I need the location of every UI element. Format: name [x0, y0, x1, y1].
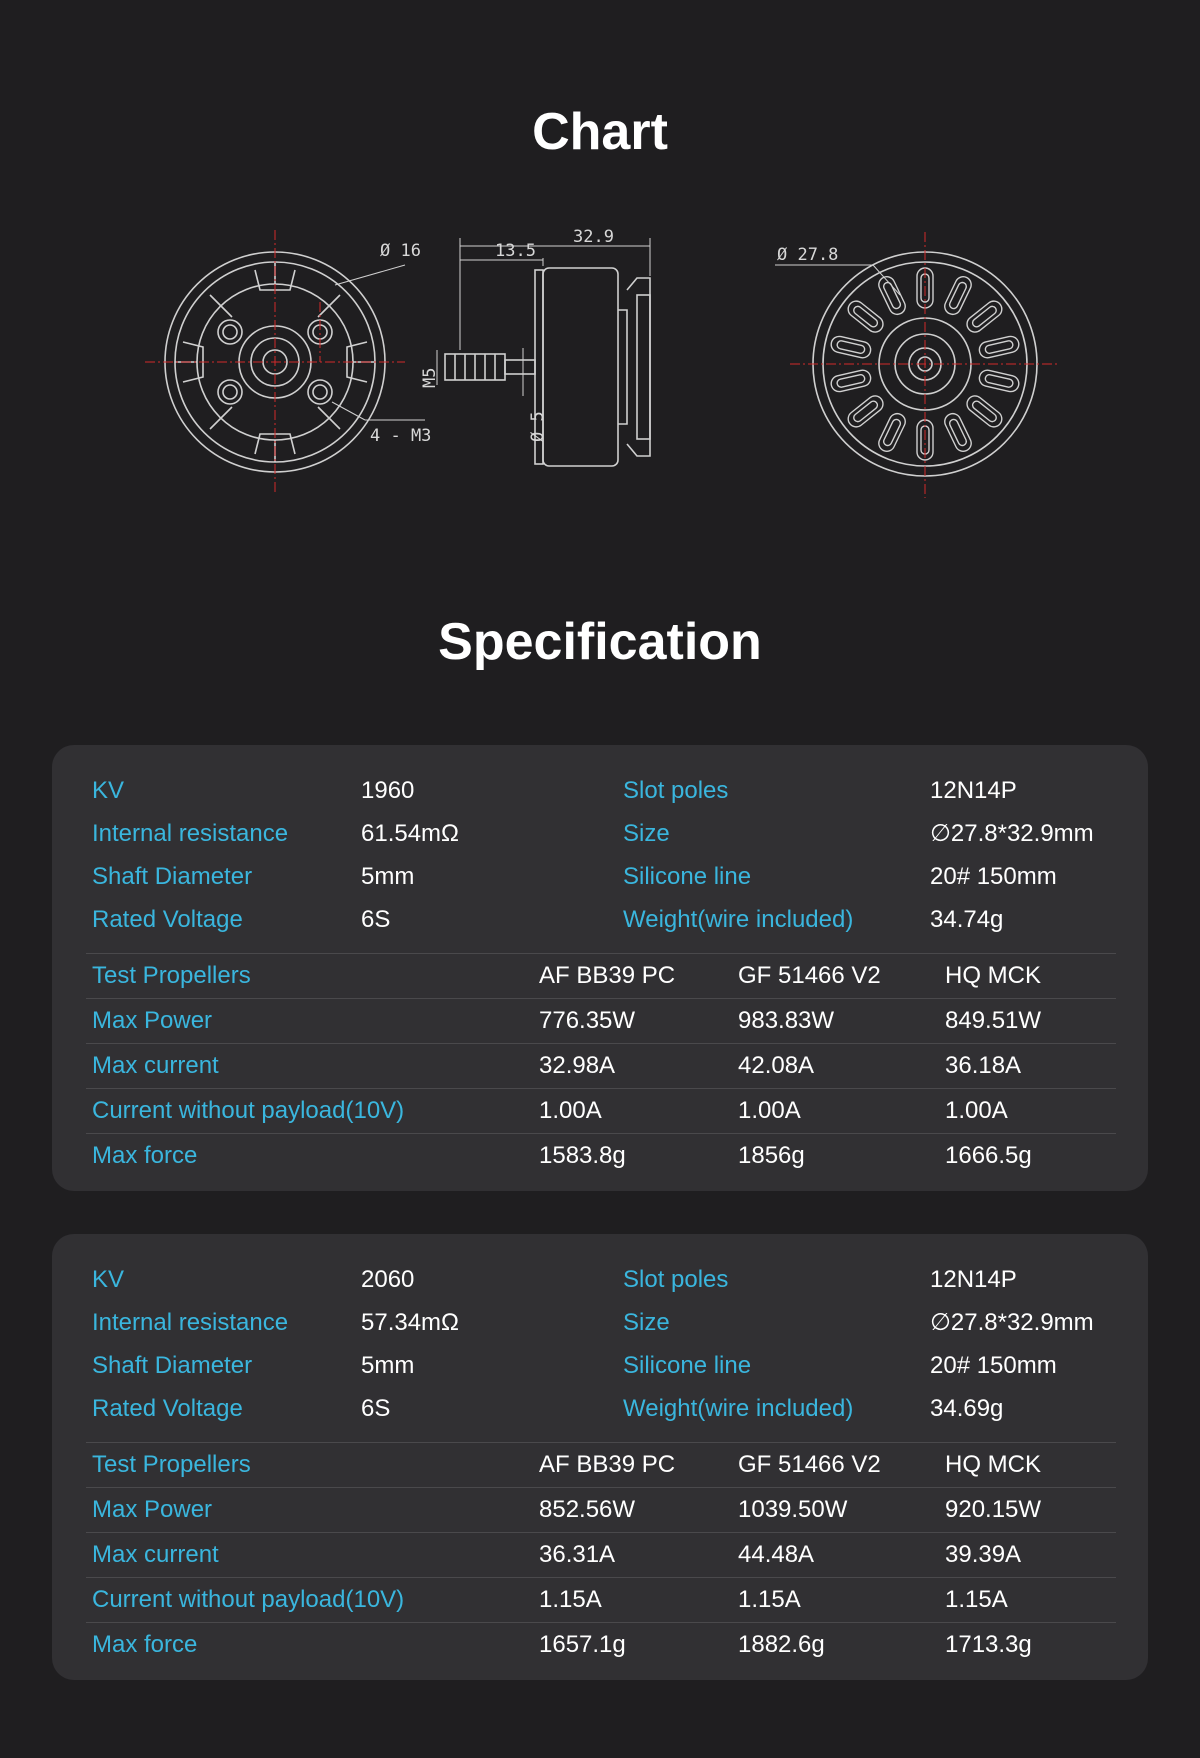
test-label: Test Propellers [92, 1451, 251, 1478]
cooling-slot-inner [971, 400, 998, 424]
spec-label: Silicone line [623, 863, 752, 890]
spec-label: Rated Voltage [92, 1395, 243, 1422]
test-label: Max force [92, 1142, 198, 1169]
spec-label: Internal resistance [92, 1309, 289, 1336]
spec-value: 5mm [361, 1352, 415, 1379]
general-spec-table [92, 1258, 1108, 1430]
general-spec-row [92, 1301, 1108, 1344]
general-spec-row [92, 812, 1108, 855]
spec-card-1960kv [52, 745, 1148, 1191]
test-value: 1.15A [539, 1586, 602, 1613]
general-spec-table [92, 769, 1108, 941]
cooling-slot-inner [882, 418, 901, 447]
specification-title: Specification [438, 613, 762, 671]
cooling-slot-inner [836, 340, 865, 354]
thread-size-label: M5 [420, 367, 440, 388]
cooling-slot-inner [948, 418, 967, 447]
test-value: 1583.8g [539, 1142, 626, 1169]
cooling-slot-inner [836, 374, 865, 388]
spec-value: ∅27.8*32.9mm [930, 1309, 1094, 1336]
test-spec-table [86, 953, 1116, 1178]
cooling-slot [830, 335, 873, 359]
test-value: GF 51466 V2 [738, 962, 881, 989]
spec-label: Shaft Diameter [92, 1352, 253, 1379]
spec-value: 2060 [361, 1266, 415, 1293]
general-spec-row [92, 1344, 1108, 1387]
spec-value: 12N14P [930, 1266, 1017, 1293]
general-spec-row [92, 855, 1108, 898]
cooling-slot [978, 335, 1021, 359]
cooling-slot [876, 274, 908, 317]
test-value: 42.08A [738, 1052, 815, 1079]
spec-value: 6S [361, 1395, 391, 1422]
spec-label: KV [92, 777, 125, 804]
spec-label: Internal resistance [92, 820, 289, 847]
front-diameter-label: Ø 16 [380, 241, 421, 261]
test-value: 1657.1g [539, 1631, 626, 1658]
test-label: Max Power [92, 1007, 213, 1034]
motor-side-view-drawing [420, 220, 735, 520]
test-value: 1713.3g [945, 1631, 1032, 1658]
test-label: Test Propellers [92, 962, 251, 989]
cooling-slot [964, 298, 1005, 335]
cooling-slot [964, 393, 1005, 430]
chart-title: Chart [532, 103, 668, 161]
cooling-slot-inner [985, 340, 1014, 354]
test-row [86, 1133, 1116, 1178]
spec-value: 34.69g [930, 1395, 1004, 1422]
spec-label: Weight(wire included) [623, 906, 854, 933]
cooling-slot [876, 411, 908, 454]
spec-value: 61.54mΩ [361, 820, 459, 847]
motor-drawings [0, 220, 1200, 520]
test-row [86, 1622, 1116, 1667]
spec-label: Silicone line [623, 1352, 752, 1379]
test-label: Max force [92, 1631, 198, 1658]
test-row [86, 998, 1116, 1043]
cooling-slot [830, 369, 873, 393]
spec-value: 20# 150mm [930, 1352, 1057, 1379]
spec-label: Weight(wire included) [623, 1395, 854, 1422]
spec-label: Slot poles [623, 1266, 729, 1293]
cooling-slot-inner [985, 374, 1014, 388]
test-row [86, 1043, 1116, 1088]
rear-diameter-label: Ø 27.8 [777, 245, 839, 265]
cooling-slot-inner [948, 281, 967, 310]
spec-label: Rated Voltage [92, 906, 243, 933]
shaft-diameter-label: Ø 5 [528, 411, 548, 442]
spec-label: Shaft Diameter [92, 863, 253, 890]
test-label: Current without payload(10V) [92, 1097, 405, 1124]
cooling-slot-inner [971, 305, 998, 329]
cooling-slot-inner [852, 305, 879, 329]
test-value: 1882.6g [738, 1631, 825, 1658]
test-value: 1.15A [945, 1586, 1008, 1613]
test-value: 44.48A [738, 1541, 815, 1568]
test-label: Max current [92, 1541, 219, 1568]
test-row [86, 1487, 1116, 1532]
test-header-row [86, 1442, 1116, 1487]
test-value: 849.51W [945, 1007, 1042, 1034]
cooling-slot [942, 411, 974, 454]
cooling-slot [845, 298, 886, 335]
motor-rear-view-drawing [765, 220, 1075, 520]
overall-length-label: 32.9 [573, 227, 614, 247]
test-spec-table [86, 1442, 1116, 1667]
spec-value: 34.74g [930, 906, 1004, 933]
test-label: Max current [92, 1052, 219, 1079]
test-value: GF 51466 V2 [738, 1451, 881, 1478]
test-label: Current without payload(10V) [92, 1586, 405, 1613]
test-value: 776.35W [539, 1007, 636, 1034]
spec-value: ∅27.8*32.9mm [930, 820, 1094, 847]
spec-value: 20# 150mm [930, 863, 1057, 890]
cooling-slot-inner [852, 400, 879, 424]
bell-length-label: 13.5 [495, 241, 536, 261]
test-value: 1.00A [738, 1097, 801, 1124]
cooling-slot [978, 369, 1021, 393]
test-value: AF BB39 PC [539, 962, 676, 989]
spec-label: Size [623, 820, 670, 847]
test-value: HQ MCK [945, 1451, 1041, 1478]
test-value: 852.56W [539, 1496, 636, 1523]
cooling-slot [942, 274, 974, 317]
test-value: 1039.50W [738, 1496, 848, 1523]
general-spec-row [92, 1258, 1108, 1301]
spec-value: 5mm [361, 863, 415, 890]
test-value: 32.98A [539, 1052, 616, 1079]
test-value: AF BB39 PC [539, 1451, 676, 1478]
test-value: HQ MCK [945, 962, 1041, 989]
general-spec-row [92, 898, 1108, 941]
test-value: 920.15W [945, 1496, 1042, 1523]
test-row [86, 1088, 1116, 1133]
test-row [86, 1577, 1116, 1622]
spec-label: Size [623, 1309, 670, 1336]
spec-card-2060kv [52, 1234, 1148, 1680]
mount-holes-label: 4 - M3 [370, 426, 432, 446]
test-row [86, 1532, 1116, 1577]
spec-value: 57.34mΩ [361, 1309, 459, 1336]
test-value: 1.15A [738, 1586, 801, 1613]
test-value: 36.18A [945, 1052, 1022, 1079]
test-header-row [86, 953, 1116, 998]
test-value: 983.83W [738, 1007, 835, 1034]
motor-front-view-drawing [140, 220, 440, 520]
test-label: Max Power [92, 1496, 213, 1523]
spec-label: KV [92, 1266, 125, 1293]
test-value: 39.39A [945, 1541, 1022, 1568]
spec-value: 6S [361, 906, 391, 933]
test-value: 1.00A [945, 1097, 1008, 1124]
spec-value: 12N14P [930, 777, 1017, 804]
cooling-slot [845, 393, 886, 430]
test-value: 1666.5g [945, 1142, 1032, 1169]
test-value: 1.00A [539, 1097, 602, 1124]
test-value: 36.31A [539, 1541, 616, 1568]
spec-label: Slot poles [623, 777, 729, 804]
test-value: 1856g [738, 1142, 805, 1169]
general-spec-row [92, 1387, 1108, 1430]
spec-value: 1960 [361, 777, 415, 804]
general-spec-row [92, 769, 1108, 812]
